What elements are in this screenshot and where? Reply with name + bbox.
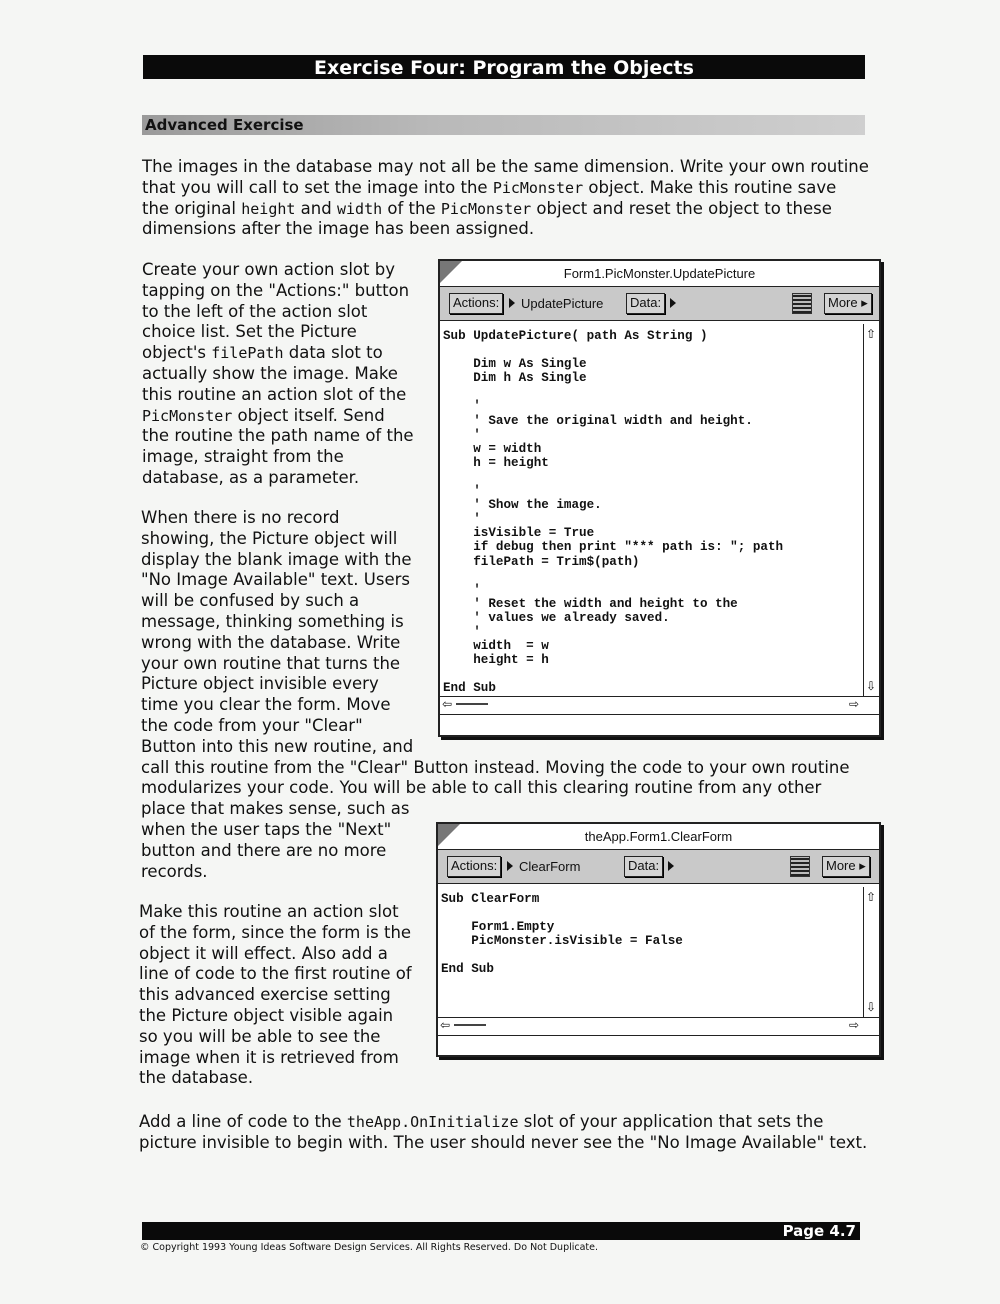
code-identifier: theApp.OnInitialize [346,1113,519,1131]
text-line: object it will effect. Also add a [139,943,388,963]
code-editor[interactable]: Sub ClearForm Form1.Empty PicMonster.isVisible = False End Sub [441,892,683,977]
text-segment: picture invisible to begin with. The user should never see the "No Image Available" text. [139,1132,868,1152]
text-line: modularizes your code. You will be able to call this clearing routine from any other [141,778,822,798]
data-button[interactable]: Data: [626,293,665,314]
action-choice-list[interactable]: ClearForm [519,859,581,874]
data-arrow-icon[interactable] [670,298,676,308]
text-segment: object itself. Send [232,405,385,425]
window-toolbar [440,287,879,321]
text-segment: that you will call to set the image into the [142,177,493,197]
text-line: button and there are no more [141,840,387,860]
window-status-strip [438,1035,879,1053]
data-button[interactable]: Data: [624,856,663,877]
scroll-track [456,703,488,705]
text-line: showing, the Picture object will [141,528,398,548]
form-action-paragraph [139,902,412,1089]
code-identifier: PicMonster [492,178,584,197]
text-line: display the blank image with the [141,549,412,569]
code-identifier: width [336,199,383,218]
text-line [142,343,414,364]
window-status-strip [440,714,879,732]
data-arrow-icon[interactable] [668,861,674,871]
text-line [142,178,869,199]
text-line: the Picture object visible again [139,1005,394,1025]
text-line [142,157,869,178]
scroll-right-icon[interactable]: ⇨ [848,1018,859,1032]
action-choice-list[interactable]: UpdatePicture [521,296,604,311]
window-title: Form1.PicMonster.UpdatePicture [563,266,756,281]
text-segment: database, as a parameter. [142,467,360,487]
text-line: wrong with the database. Write [141,632,401,652]
text-line [142,199,869,220]
text-line [139,1112,867,1133]
window-title-bar [440,261,879,287]
grid-icon[interactable] [792,293,812,314]
scroll-left-icon[interactable]: ⇦ [442,697,453,711]
scroll-down-icon[interactable]: ⇩ [866,1000,877,1014]
actions-button[interactable]: Actions: [447,856,501,877]
text-segment: image, straight from the [142,447,344,467]
text-line [142,385,414,406]
page-number: Page 4.7 [782,1222,856,1240]
text-segment: the routine the path name of the [142,426,414,446]
text-line: so you will be able to see the [139,1026,381,1046]
text-segment: the original [142,198,242,218]
window-title: theApp.Form1.ClearForm [584,829,733,844]
text-line: your own routine that turns the [141,653,401,673]
window-close-corner[interactable] [440,261,462,283]
code-identifier: PicMonster [142,406,233,425]
text-line: place that makes sense, such as [141,799,410,819]
window-close-corner[interactable] [438,824,460,846]
code-identifier: height [241,199,296,218]
scroll-down-icon[interactable]: ⇩ [866,679,877,693]
text-segment: data slot to [283,343,383,363]
text-segment: dimensions after the image has been assigned. [142,219,535,239]
grid-icon[interactable] [790,856,810,877]
actions-arrow-icon[interactable] [509,298,515,308]
text-line: will be confused by such a [141,591,360,611]
text-segment: Create your own action slot by [142,260,395,279]
text-line [139,1133,867,1154]
text-segment: object and reset the object to these [531,198,832,218]
page-title: Exercise Four: Program the Objects [143,55,865,79]
text-line: call this routine from the "Clear" Button instead. Moving the code to your own routine [141,757,850,777]
copyright-notice: © Copyright 1993 Young Ideas Software Design Services. All Rights Reserved. Do Not Duplicate. [140,1242,599,1253]
text-line: line of code to the first routine of [139,964,412,984]
text-segment: of the [382,198,441,218]
text-line [142,322,414,343]
text-line [142,219,869,240]
text-line: of the form, since the form is the [139,922,412,942]
intro-paragraph [142,157,869,240]
text-line: Picture object invisible every [141,674,379,694]
horizontal-scrollbar[interactable] [440,696,879,712]
horizontal-scrollbar[interactable] [438,1017,879,1033]
scroll-track [454,1024,486,1026]
text-line: Make this routine an action slot [139,902,399,921]
code-editor[interactable]: Sub UpdatePicture( path As String ) Dim w As Single Dim h As Single ' ' Save the original width and height. ' w = width h = height ' ' Show the image. ' isVisible = True if debug then print "*** path is: "; path filePath = Trim$(path) ' ' Reset the width and height to the ' values we already saved. ' width = w height = h End Sub [443,329,784,696]
scroll-left-icon[interactable]: ⇦ [440,1018,451,1032]
text-segment: Add a line of code to the [139,1112,347,1131]
text-line [142,426,414,447]
text-segment: object. Make this routine save [583,177,837,197]
text-line [142,406,414,427]
text-line [142,447,414,468]
text-line [142,260,414,281]
more-label: More [826,858,856,873]
text-line: Button into this new routine, and [141,736,414,756]
text-line [142,302,414,323]
code-identifier: filePath [211,344,284,363]
code-identifier: PicMonster [440,199,532,218]
text-segment: choice list. Set the Picture [142,322,357,342]
text-line: message, thinking something is [141,611,404,631]
footer-bar [142,1222,860,1240]
text-line: image when it is retrieved from [139,1047,399,1067]
scroll-up-icon[interactable]: ⇧ [866,890,877,904]
text-line: time you clear the form. Move [141,695,391,715]
more-button[interactable]: More ▸ [822,856,870,877]
actions-arrow-icon[interactable] [507,861,513,871]
code-window-update-picture [438,259,881,737]
text-line [142,468,414,489]
text-segment: The images in the database may not all be the same dimension. Write your own routine [142,157,869,176]
vertical-scrollbar[interactable] [863,324,879,696]
text-line: When there is no record [141,508,340,527]
window-toolbar [438,850,879,884]
text-segment: to the left of the action slot [142,301,368,321]
text-segment: and [295,198,337,218]
text-line: when the user taps the "Next" [141,819,392,839]
text-line [142,364,414,385]
scroll-right-icon[interactable]: ⇨ [848,697,859,711]
text-line: the code from your "Clear" [141,715,363,735]
text-segment: this routine an action slot of the [142,384,407,404]
text-line: "No Image Available" text. Users [141,570,410,590]
actions-button[interactable]: Actions: [449,293,503,314]
window-title-bar [438,824,879,850]
more-label: More [828,295,858,310]
text-segment: tapping on the "Actions:" button [142,280,410,300]
text-segment: slot of your application that sets the [518,1112,824,1131]
text-line: this advanced exercise setting [139,985,391,1005]
initialize-paragraph [139,1112,867,1154]
text-line: the database. [139,1068,254,1088]
action-slot-paragraph [142,260,414,489]
more-button[interactable]: More ▸ [824,293,872,314]
text-segment: object's [142,343,212,363]
text-segment: actually show the image. Make [142,363,398,383]
vertical-scrollbar[interactable] [863,887,879,1017]
text-line: records. [141,861,208,881]
text-line [142,281,414,302]
section-heading: Advanced Exercise [142,115,865,135]
code-window-clear-form [436,822,881,1057]
scroll-up-icon[interactable]: ⇧ [866,327,877,341]
